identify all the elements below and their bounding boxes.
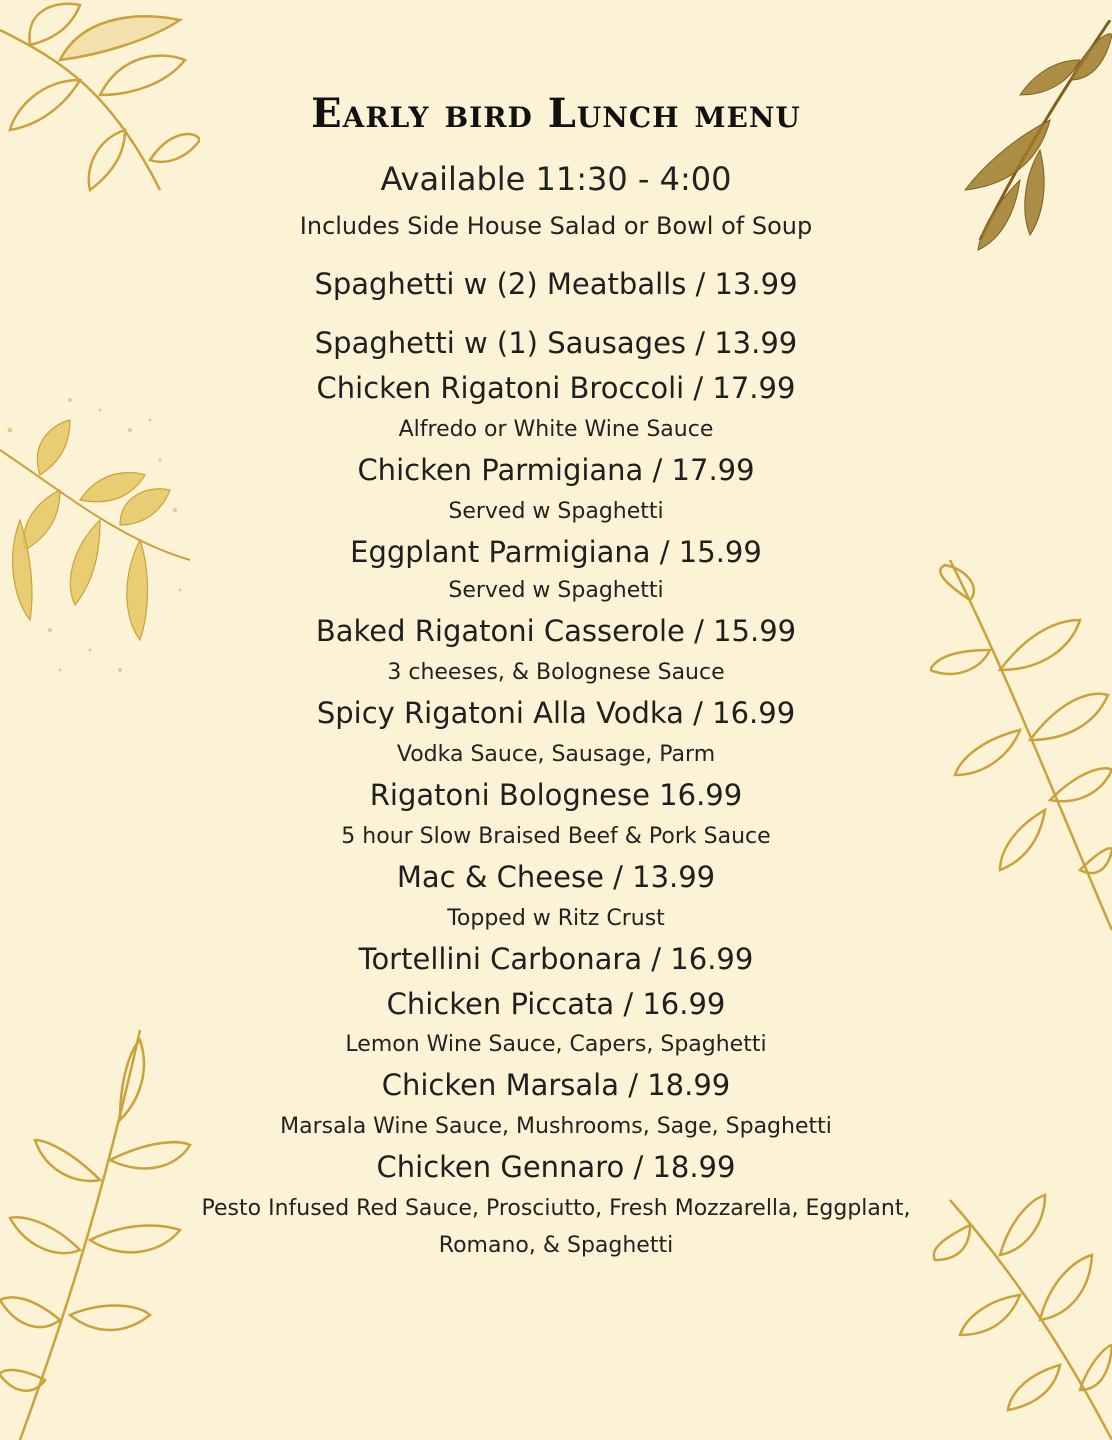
menu-item-name: Spaghetti w (2) Meatballs / 13.99 [314,267,798,301]
menu-item-name: Chicken Rigatoni Broccoli / 17.99 [316,371,796,405]
menu-item-name: Chicken Parmigiana / 17.99 [357,453,755,487]
menu-item-description: 3 cheeses, & Bolognese Sauce [387,660,725,685]
menu-item-name: Mac & Cheese / 13.99 [396,860,716,894]
menu-item-description: Lemon Wine Sauce, Capers, Spaghetti [345,1032,767,1057]
menu-item-name: Chicken Marsala / 18.99 [381,1068,731,1102]
menu-item-name: Chicken Gennaro / 18.99 [376,1150,736,1184]
menu-item-description: Pesto Infused Red Sauce, Prosciutto, Fresh Mozzarella, Eggplant, [201,1196,911,1221]
menu-item-description: Marsala Wine Sauce, Mushrooms, Sage, Spaghetti [280,1114,832,1139]
menu-item-description: Vodka Sauce, Sausage, Parm [396,742,716,767]
menu-item-name: Eggplant Parmigiana / 15.99 [350,535,762,569]
menu-item-description: 5 hour Slow Braised Beef & Pork Sauce [341,824,771,849]
menu-item-description: Topped w Ritz Crust [447,906,665,931]
menu-item-name: Chicken Piccata / 16.99 [386,987,726,1021]
menu-item-description: Romano, & Spaghetti [438,1233,674,1258]
menu-item-name: Rigatoni Bolognese 16.99 [369,778,743,812]
menu-item-description: Served w Spaghetti [448,578,664,603]
availability-hours: Available 11:30 - 4:00 [380,160,732,198]
menu-item-name: Tortellini Carbonara / 16.99 [358,942,754,976]
menu-item-description: Served w Spaghetti [448,499,664,524]
menu-item-name: Spicy Rigatoni Alla Vodka / 16.99 [316,696,796,730]
menu-item-name: Spaghetti w (1) Sausages / 13.99 [314,326,798,360]
page-title: Early bird Lunch menu [311,90,801,137]
includes-note: Includes Side House Salad or Bowl of Soup [299,212,813,240]
menu-item-name: Baked Rigatoni Casserole / 15.99 [315,614,797,648]
menu-item-description: Alfredo or White Wine Sauce [398,417,714,442]
